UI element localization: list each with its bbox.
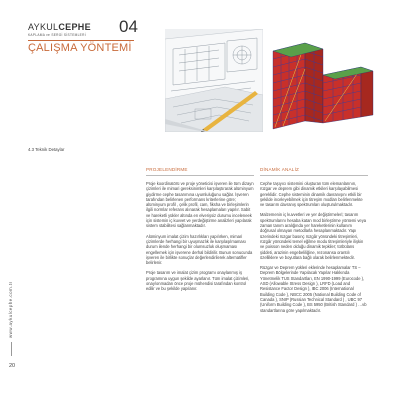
paragraph: Rüzgar ve Deprem yükleri eklerinde hesaplamalar TS – Deprem Bölgelerinde Yapılacak Yapılar Hakkında Yönetmelik TUS Standartları, EN 1990-1999 (Eurocode ), ASD (Allowable Stress Design ), LRFD (Load and Resistance Factor Design ), IBC 2006 (International Building Code ), NBCC 2005 (National Building Code of Canada ), SNIP (Russian Technical Standard ) , UBC 97 (Uniform Building Code ), BS 5950 (British Standard ) …vb standartlarına göre yapılmaktadır. [260,265,367,313]
text-column-left [146,181,254,297]
column-heading-rule [260,175,368,176]
page-number: 20 [9,363,16,369]
blueprint-photo [165,29,263,132]
website-url: www.aykulcephe.com.tr [8,281,13,338]
section-title: 4.3 Teknik Detaylar [28,147,65,152]
brand-subtitle: KAPLAMA ve SERGİ SİSTEMLERİ [28,33,86,37]
paragraph: Proje tasarım ve imalat çizim programı onaylanmış iş programına uygun şekilde ayarlanır. Tüm imalat çizimleri, onay/onmadan önce proje mühendisi tarafından kontrol edilir ve bu şekilde yapılanır. [146,270,250,292]
structure-3d-image [265,29,375,132]
brand-logo [28,22,91,32]
paragraph: Proje koordinatörü ve proje yöneticisi işveren ile tüm dizayn çizimleri ile mimari gereksinimleri karşılaştırarak alüminyum giydirme cephe tasarımına uyumluluğunu sağlar. İşveren tarafından belirlenen performans kriterlerine göre; alüminyum profil , çelik profil, cam, fiksha ve birleşimlerin ilgili normlar referans alınarak hesaplamaları yapılır. Sabit ve hareketli yükler altında en elverişsiz durumu inceleneek için sistemin iç kuvvet ve yerdeğiştirme analizleri yapılarak sistem stabilitesi sağlanmaktadır. [146,181,254,229]
structural-model-photo [265,29,375,132]
column-heading-projelendirme: PROJELENDİRME [146,167,188,172]
text-column-right [260,181,368,318]
chapter-number: 04 [119,17,138,36]
blueprint-image [165,29,263,132]
brand-light: AYKUL [28,22,59,32]
side-divider [11,342,12,356]
title-divider [28,40,134,41]
paragraph: Alüminyum imalat çizim hazırlıkları yapılırken, mimari çizimlerde herhangi bir uyuşmazlık ile karşılaşılmaması durum ilende herhangi bir olumsuzluk oluşmaması engellemek için işverene derhal bildirilir. Bunun sonucunda işveren ile birlikte sonuçlar değerlendirilerek alternatifler belirlenir. [146,233,253,266]
page-title: ÇALIŞMA YÖNTEMİ [28,42,132,54]
column-heading-dinamik-analiz: DİNAMİK ANALİZ [260,167,300,172]
brand-bold: CEPHE [58,22,91,32]
paragraph: Malzemenin iç kuvvetleri ve yer değiştirmeleri; tasarım spektrumlarını hesaba katan mod birleştirme yöntemi veya zaman tanım aralığında yer hareketlerinin kullanım doğrusal olmayan metodlarla hesaplanmaktadır. Yapı üzerindeki rüzgar basınç rüzgâr yönündeki titreşimleri, rüzgâr yönündeki temel eğilme modu titreşimleriyle ilişkin ve poisson neden olduğu dinamik tepkiler; türbülans şiddeti, arazinin engebeliliğine, rezonansa orantılı özelliklere ve boyutlara bağlı olarak belirlenmektedir. [260,212,367,260]
column-heading-rule [146,175,254,176]
paragraph: Cephe taşıyıcı sistemini oluşturan tüm elemanlarının, rüzgar ve deprem gibi dinamik etkileri karşılayabilmesi gereklidir. Cephe sisteminin dinamik davranışını etkili bir şekilde inceleyebilmek için titreşim modları belirlenmekte ve tasarım davranış spektrumları oluşturulmaktadır. [260,181,363,208]
